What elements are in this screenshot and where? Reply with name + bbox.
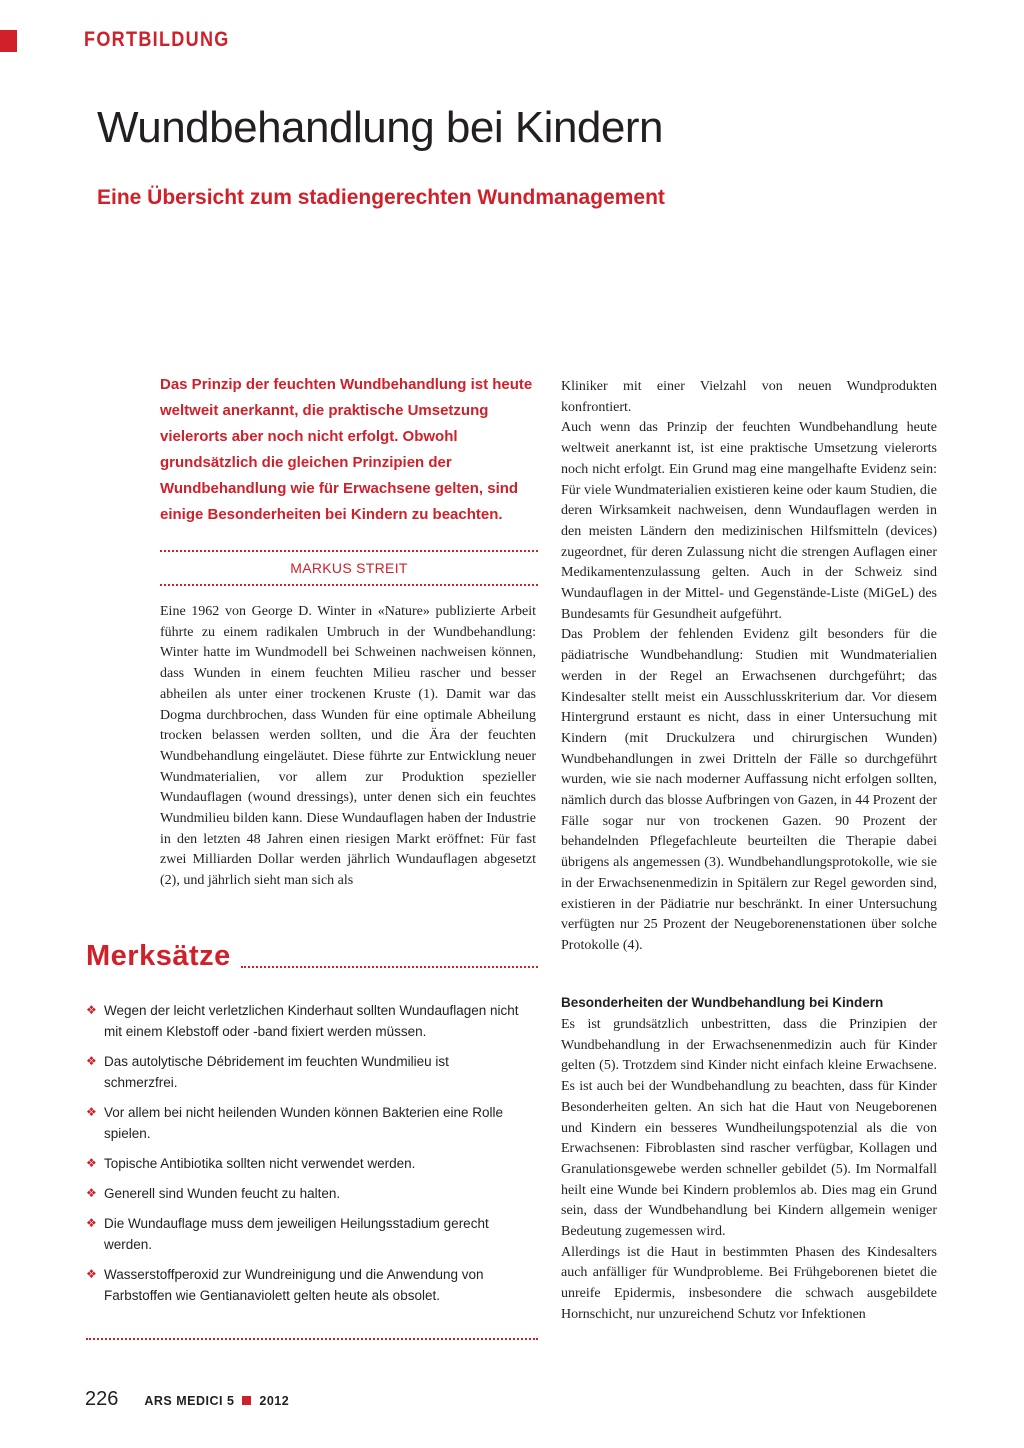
journal-issue: [144, 1394, 289, 1408]
merksatz-text: Wegen der leicht verletzlichen Kinderhaut sollten Wundauflagen nicht mit einem Klebstoff oder -band fixiert werden müssen.: [104, 1003, 519, 1039]
body-paragraph: Eine 1962 von George D. Winter in «Nature» publizierte Arbeit führte zu einem radikalen Umbruch in der Wundbehandlung: Winter hatte im Wundmodell bei Schweinen nachweisen können, dass Wunden in einem feuchten Milieu rascher und besser abheilen als unter einer trockenen Kruste (1). Damit war das Dogma durchbrochen, dass Wunden für eine optimale Abheilung trocken belassen werden sollten, und die Ära der feuchten Wundbehandlung eingeläutet. Diese führte zur Entwicklung neuer Wundmaterialien, vor allem zur Produktion spezieller Wundauflagen (wound dressings), unter denen sich ein feuchtes Wundmilieu bilden kann. Diese Wundauflagen haben der Industrie in den letzten 48 Jahren einen riesigen Markt eröffnet: Für fast zwei Milliarden Dollar werden jährlich Wundauflagen abgesetzt (2), und jährlich sieht man sich als: [160, 604, 536, 889]
diamond-cluster-icon: ❖: [86, 1156, 97, 1170]
body-paragraph: Kliniker mit einer Vielzahl von neuen Wundprodukten konfrontiert.: [561, 379, 937, 415]
diamond-cluster-icon: ❖: [86, 1267, 97, 1281]
body-column-left: [160, 602, 536, 892]
author-name: MARKUS STREIT: [290, 560, 408, 576]
merksaetze-header: [86, 938, 538, 974]
diamond-cluster-icon: ❖: [86, 1105, 97, 1119]
section-label: FORTBILDUNG: [84, 28, 230, 51]
merksatz-text: Das autolytische Débridement im feuchten Wundmilieu ist schmerzfrei.: [104, 1054, 449, 1090]
merksatz-text: Vor allem bei nicht heilenden Wunden können Bakterien eine Rolle spielen.: [104, 1105, 504, 1141]
body-paragraph: Auch wenn das Prinzip der feuchten Wundbehandlung heute weltweit anerkannt ist, ist eine praktische Umsetzung vielerorts noch nicht erfolgt. Ein Grund mag eine mangelhafte Evidenz sein: Für viele Wundmaterialien existieren keine oder kaum Studien, die deren Wirksamkeit nachweisen, denn Wundauflagen werden in den meisten Ländern den medizinischen Hilfsmitteln (devices) zugeordnet, für deren Zulassung nicht die strengen Auflagen einer Medikamentenzulassung gelten. Auch in der Schweiz sind Wundauflagen in der Mittel- und Gegenstände-Liste (MiGeL) des Bundesamts für Gesundheit aufgeführt.: [561, 420, 937, 622]
body-paragraph: Es ist grundsätzlich unbestritten, dass die Prinzipien der Wundbehandlung in der Erwachsenenmedizin auch für Kinder gelten (5). Trotzdem sind Kinder nicht einfach kleine Erwachsene. Es ist auch bei der Wundbehandlung zu beachten, dass für Kinder Besonderheiten gelten. An sich hat die Haut von Neugeborenen und Kindern ein besseres Wundheilungspotenzial als die von Erwachsenen: Fibroblasten sind rascher verfügbar, Kollagen und Granulationsgewebe werden schneller gebildet (5). Im Normalfall heilt eine Wunde bei Kindern problemlos ab. Dies mag ein Grund sein, dass der Wundbehandlung bei Kindern allgemein weniger Bedeutung zugemessen wird.: [561, 1017, 937, 1240]
merksatz-text: Generell sind Wunden feucht zu halten.: [104, 1186, 341, 1201]
page-footer: [85, 1388, 289, 1411]
author-bottom-divider: [160, 584, 538, 586]
merksatz-item: [86, 1102, 526, 1144]
body-paragraph: Das Problem der fehlenden Evidenz gilt besonders für die pädiatrische Wundbehandlung: Studien mit Wundmaterialien werden in der Regel an Erwachsenen durchgeführt; das Kindesalter stellt meist ein Ausschlusskriterium dar. Vor diesem Hintergrund erstaunt es nicht, dass in einer Untersuchung mit Kindern (mit Druckulzera und chirurgischen Wunden) Wundbehandlungen in zwei Dritteln der Fälle so durchgeführt wurden, wie sie nach moderner Auffassung nicht erfolgen sollten, nämlich durch das blosse Aufbringen von Gazen, in 44 Prozent der Fälle sogar nur von trockenen Gazen. 90 Prozent der behandelnden Pflegefachleute beurteilten die Therapie dabei übrigens als angemessen (3). Wundbehandlungsprotokolle, wie sie in der Erwachsenenmedizin in Spitälern zur Regel geworden sind, existieren in der Pädiatrie nur beschränkt. In einer Untersuchung verfügten nur 25 Prozent der Neugeborenenstationen über solche Protokolle (4).: [561, 627, 937, 953]
merksatz-item: [86, 1264, 526, 1306]
journal-year: 2012: [259, 1394, 290, 1408]
diamond-cluster-icon: ❖: [86, 1186, 97, 1200]
merksatz-item: [86, 1183, 526, 1204]
section-marker: [0, 30, 17, 52]
merksatz-text: Topische Antibiotika sollten nicht verwendet werden.: [104, 1156, 416, 1171]
merksatz-item: [86, 1213, 526, 1255]
merksatz-item: [86, 1153, 526, 1174]
merksatz-item: [86, 1051, 526, 1093]
diamond-cluster-icon: ❖: [86, 1003, 97, 1017]
body-column-right-bottom: [561, 1015, 937, 1326]
diamond-cluster-icon: ❖: [86, 1216, 97, 1230]
journal-name: ARS MEDICI 5: [144, 1394, 235, 1408]
section-subheading: Besonderheiten der Wundbehandlung bei Kindern: [561, 995, 884, 1010]
merksaetze-title-divider: [241, 966, 538, 968]
merksatz-text: Wasserstoffperoxid zur Wundreinigung und die Anwendung von Farbstoffen wie Gentianaviolett gelten heute als obsolet.: [104, 1267, 484, 1303]
author-block: [160, 550, 538, 586]
article-title: Wundbehandlung bei Kindern: [97, 103, 663, 152]
body-paragraph: Allerdings ist die Haut in bestimmten Phasen des Kindesalters auch anfälliger für Wundprobleme. Bei Frühgeborenen bietet die unreife Epidermis, insbesondere die schwach ausgebildete Hornschicht, nur unzureichend Schutz vor Infektionen: [561, 1244, 937, 1322]
merksaetze-title: Merksätze: [86, 940, 231, 972]
article-subtitle: Eine Übersicht zum stadiengerechten Wundmanagement: [97, 186, 665, 209]
article-lead: Das Prinzip der feuchten Wundbehandlung ist heute weltweit anerkannt, die praktische Umsetzung vielerorts aber noch nicht erfolgt. Obwohl grundsätzlich die gleichen Prinzipien der Wundbehandlung wie für Erwachsene gelten, sind einige Besonderheiten bei Kindern zu beachten.: [160, 376, 533, 523]
body-column-right-top: [561, 377, 937, 957]
merksatz-text: Die Wundauflage muss dem jeweiligen Heilungsstadium gerecht werden.: [104, 1216, 489, 1252]
merksaetze-bottom-divider: [86, 1338, 538, 1340]
page-number: 226: [85, 1388, 119, 1410]
square-icon: [242, 1396, 251, 1405]
merksaetze-list: [86, 1000, 526, 1315]
merksatz-item: [86, 1000, 526, 1042]
diamond-cluster-icon: ❖: [86, 1054, 97, 1068]
